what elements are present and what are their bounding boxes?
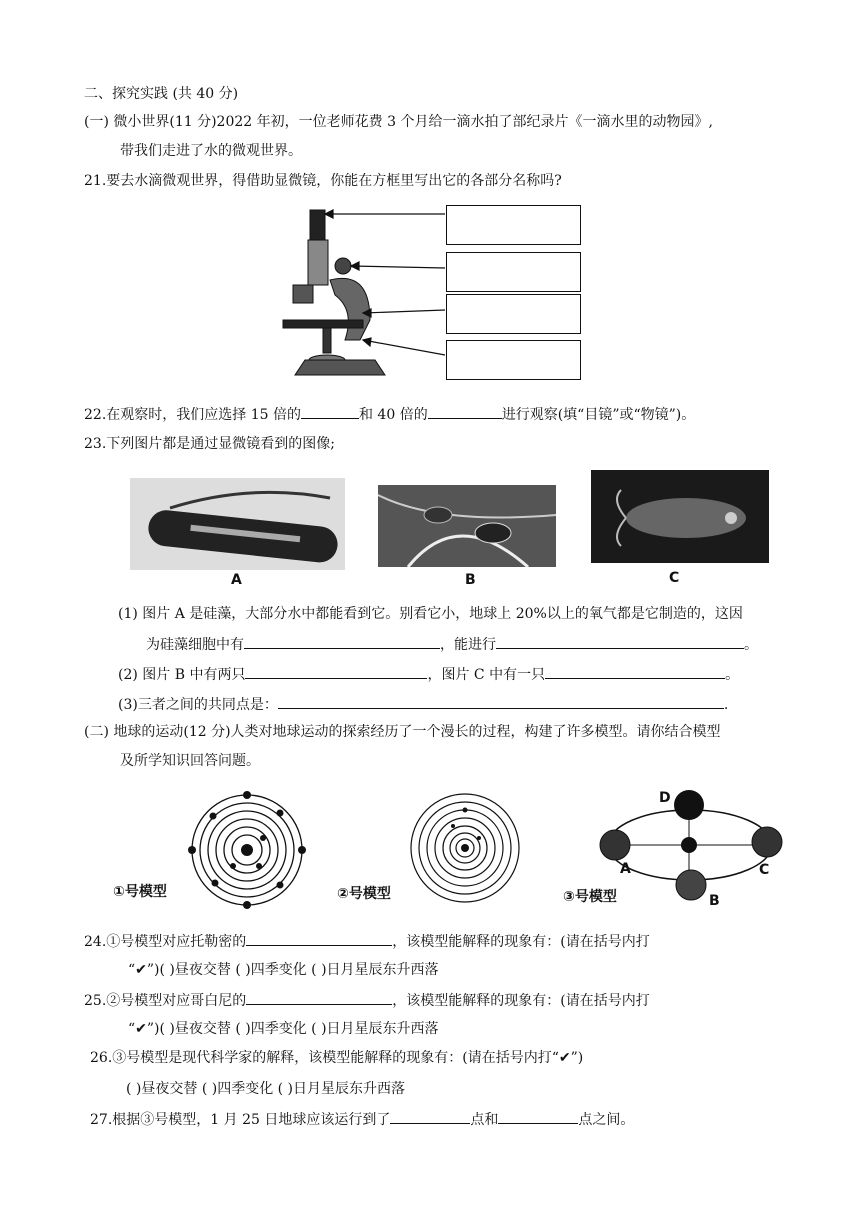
model-2-figure <box>405 790 525 905</box>
micrograph-b <box>378 485 556 567</box>
micrograph-c <box>591 470 769 563</box>
q23-blank-1[interactable] <box>244 634 440 649</box>
q22-blank-1[interactable] <box>301 404 359 419</box>
q23-text: 23.下列图片都是通过显微镜看到的图像; <box>84 436 335 452</box>
model-2-label: ②号模型 <box>337 886 391 902</box>
q24-blank[interactable] <box>246 931 392 946</box>
q27-blank-1[interactable] <box>390 1109 470 1124</box>
q27-blank-2[interactable] <box>498 1109 578 1124</box>
q25-blank[interactable] <box>246 990 392 1005</box>
q25-line1: 25.②号模型对应哥白尼的 ，该模型能解释的现象有：(请在括号内打 <box>84 990 650 1011</box>
orbit-point-a: A <box>620 861 631 877</box>
microscope-icon <box>283 210 385 375</box>
answer-box-3[interactable] <box>446 294 581 334</box>
q23-blank-2[interactable] <box>496 634 744 649</box>
part2-intro-cont: 及所学知识回答问题。 <box>120 753 260 769</box>
q23-blank-3[interactable] <box>245 664 427 679</box>
part1-intro: (一) 微小世界(11 分)2022 年初，一位老师花费 3 个月给一滴水拍了部纪录片《一滴水里的动物园》, <box>84 114 713 130</box>
q22: 22.在观察时，我们应选择 15 倍的 和 40 倍的 进行观察(填“目镜”或“物镜”)。 <box>84 404 695 425</box>
section-title: 二、探究实践 (共 40 分) <box>84 86 239 102</box>
part1-intro-cont: 带我们走进了水的微观世界。 <box>120 143 302 159</box>
q22-blank-2[interactable] <box>428 404 502 419</box>
model-1-label: ①号模型 <box>113 884 167 900</box>
q27: 27.根据③号模型，1 月 25 日地球应该运行到了 点和 点之间。 <box>90 1109 634 1130</box>
model-3-label: ③号模型 <box>563 889 617 905</box>
q26-line1: 26.③号模型是现代科学家的解释，该模型能解释的现象有：(请在括号内打“✔”) <box>90 1050 584 1066</box>
orbit-point-c: C <box>759 862 770 878</box>
label-a: A <box>231 572 242 588</box>
q23-blank-5[interactable] <box>278 694 724 709</box>
orbit-point-b: B <box>709 893 720 909</box>
q21-text: 21.要去水滴微观世界，得借助显微镜，你能在方框里写出它的各部分名称吗? <box>84 173 562 189</box>
label-c: C <box>669 570 680 586</box>
q23-sub1-line2: 为硅藻细胞中有 ，能进行 。 <box>146 634 758 655</box>
q23-sub2: (2) 图片 B 中有两只 ，图片 C 中有一只 。 <box>118 664 739 685</box>
q24-options[interactable]: “✔”)( )昼夜交替 ( )四季变化 ( )日月星辰东升西落 <box>128 962 439 978</box>
model-1-figure <box>185 788 310 913</box>
answer-box-2[interactable] <box>446 252 581 292</box>
q25-options[interactable]: “✔”)( )昼夜交替 ( )四季变化 ( )日月星辰东升西落 <box>128 1021 439 1037</box>
q23-sub3: (3)三者之间的共同点是： . <box>118 694 728 715</box>
answer-box-1[interactable] <box>446 205 581 245</box>
part2-intro: (二) 地球的运动(12 分)人类对地球运动的探索经历了一个漫长的过程，构建了许多模型。请你结合模型 <box>84 724 721 740</box>
orbit-point-d: D <box>659 790 671 806</box>
model-3-figure <box>595 785 790 905</box>
q23-blank-4[interactable] <box>545 664 725 679</box>
micrograph-a <box>130 478 345 570</box>
label-b: B <box>465 572 476 588</box>
q26-options[interactable]: ( )昼夜交替 ( )四季变化 ( )日月星辰东升西落 <box>126 1081 406 1097</box>
answer-box-4[interactable] <box>446 340 581 380</box>
q23-sub1-line1: (1) 图片 A 是硅藻，大部分水中都能看到它。别看它小，地球上 20%以上的氧气都是它制造的，这因 <box>118 606 743 622</box>
q24-line1: 24.①号模型对应托勒密的 ，该模型能解释的现象有：(请在括号内打 <box>84 931 650 952</box>
